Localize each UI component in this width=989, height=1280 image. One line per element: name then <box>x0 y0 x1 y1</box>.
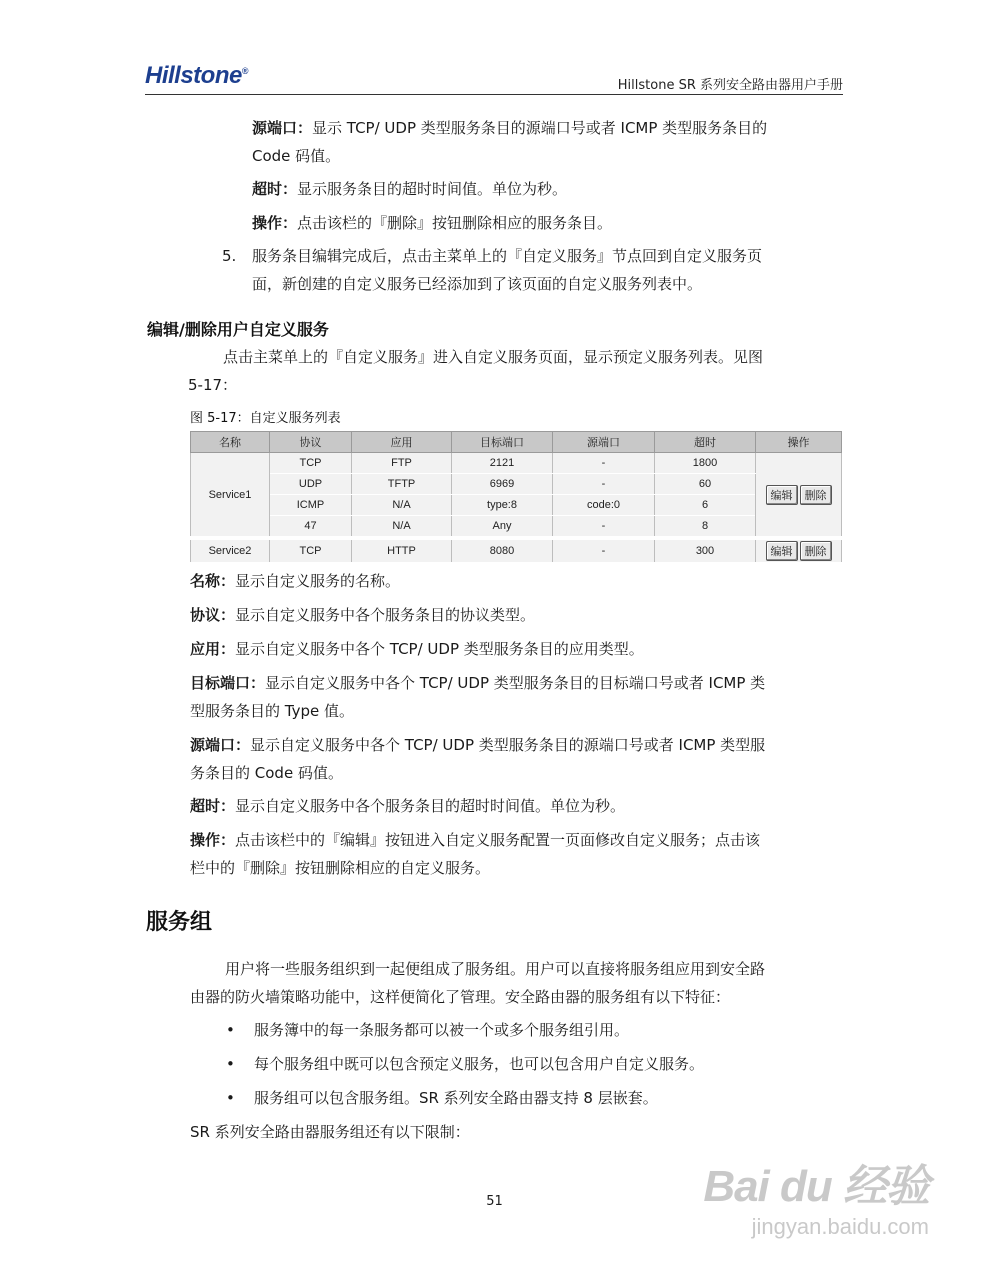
table-row <box>191 453 842 474</box>
cell-src-port: code:0 <box>553 495 655 516</box>
cell-dst-port: 8080 <box>452 538 553 563</box>
baidu-watermark: Bai du 经验 jingyan.baidu.com <box>703 1162 929 1239</box>
bullet-icon: • <box>226 1089 235 1107</box>
cell-protocol: ICMP <box>270 495 352 516</box>
operation-cell <box>756 538 842 563</box>
col-header-operation: 操作 <box>756 432 842 453</box>
delete-button[interactable]: 删除 <box>800 541 832 561</box>
edit-button[interactable]: 编辑 <box>766 485 798 505</box>
service-group-intro: 用户将一些服务组织到一起便组成了服务组。用户可以直接将服务组应用到安全路 由器的防火墙策略功能中，这样便简化了管理。安全路由器的服务组有以下特征： <box>190 960 766 1006</box>
col-header-protocol: 协议 <box>270 432 352 453</box>
limit-line: SR 系列安全路由器服务组还有以下限制： <box>190 1123 470 1141</box>
cell-dst-port: Any <box>452 516 553 539</box>
section-heading-service-group: 服务组 <box>146 910 213 935</box>
desc-application: 应用：显示自定义服务中各个 TCP/ UDP 类型服务条目的应用类型。 <box>190 640 644 658</box>
list-item: • 服务组可以包含服务组。SR 系列安全路由器支持 8 层嵌套。 <box>226 1089 658 1107</box>
bullet-icon: • <box>226 1055 235 1073</box>
hillstone-logo: Hillstone® <box>145 62 248 89</box>
desc-dst-port: 目标端口：显示自定义服务中各个 TCP/ UDP 类型服务条目的目标端口号或者 ICMP 类 型服务条目的 Type 值。 <box>190 674 766 720</box>
cell-timeout: 60 <box>655 474 756 495</box>
cell-timeout: 1800 <box>655 453 756 474</box>
operation-cell <box>756 453 842 539</box>
table-header-row <box>191 432 842 453</box>
cell-src-port: - <box>553 474 655 495</box>
figure-caption: 图 5-17：自定义服务列表 <box>190 411 341 426</box>
cell-dst-port: type:8 <box>452 495 553 516</box>
desc-operation: 操作：点击该栏中的『编辑』按钮进入自定义服务配置一页面修改自定义服务；点击该 栏中的『删除』按钮删除相应的自定义服务。 <box>190 831 761 877</box>
cell-timeout: 8 <box>655 516 756 539</box>
step-5-text: 服务条目编辑完成后，点击主菜单上的『自定义服务』节点回到自定义服务页 面，新创建的自定义服务已经添加到了该页面的自定义服务列表中。 <box>252 247 763 293</box>
cell-src-port: - <box>553 453 655 474</box>
cell-application: TFTP <box>352 474 452 495</box>
cell-application: N/A <box>352 516 452 539</box>
operation-item: 操作：点击该栏的『删除』按钮删除相应的服务条目。 <box>252 214 613 232</box>
cell-protocol: 47 <box>270 516 352 539</box>
table-row <box>191 538 842 563</box>
section-intro: 点击主菜单上的『自定义服务』进入自定义服务页面，显示预定义服务列表。见图 5-17： <box>188 348 764 394</box>
cell-application: FTP <box>352 453 452 474</box>
list-item: • 服务簿中的每一条服务都可以被一个或多个服务组引用。 <box>226 1021 629 1039</box>
cell-protocol: UDP <box>270 474 352 495</box>
col-header-timeout: 超时 <box>655 432 756 453</box>
header-title: Hillstone SR 系列安全路由器用户手册 <box>617 78 843 93</box>
col-header-src-port: 源端口 <box>553 432 655 453</box>
col-header-dst-port: 目标端口 <box>452 432 553 453</box>
list-item: • 每个服务组中既可以包含预定义服务，也可以包含用户自定义服务。 <box>226 1055 704 1073</box>
desc-timeout: 超时：显示自定义服务中各个服务条目的超时时间值。单位为秒。 <box>190 797 626 815</box>
cell-protocol: TCP <box>270 538 352 563</box>
edit-button[interactable]: 编辑 <box>766 541 798 561</box>
custom-service-table <box>190 431 842 563</box>
cell-application: N/A <box>352 495 452 516</box>
table-row <box>191 474 842 495</box>
desc-name: 名称：显示自定义服务的名称。 <box>190 572 401 590</box>
service-name-cell: Service1 <box>191 453 270 539</box>
desc-src-port: 源端口：显示自定义服务中各个 TCP/ UDP 类型服务条目的源端口号或者 ICMP 类型服 务条目的 Code 码值。 <box>190 736 766 782</box>
col-header-name: 名称 <box>191 432 270 453</box>
cell-timeout: 300 <box>655 538 756 563</box>
cell-src-port: - <box>553 538 655 563</box>
table-row <box>191 516 842 539</box>
cell-protocol: TCP <box>270 453 352 474</box>
cell-dst-port: 2121 <box>452 453 553 474</box>
cell-dst-port: 6969 <box>452 474 553 495</box>
header-divider <box>145 94 843 95</box>
col-header-application: 应用 <box>352 432 452 453</box>
delete-button[interactable]: 删除 <box>800 485 832 505</box>
step-number: 5. <box>222 247 237 265</box>
table-row <box>191 495 842 516</box>
timeout-item: 超时：显示服务条目的超时时间值。单位为秒。 <box>252 180 568 198</box>
desc-protocol: 协议：显示自定义服务中各个服务条目的协议类型。 <box>190 606 536 624</box>
section-heading-edit-delete: 编辑/删除用户自定义服务 <box>147 320 329 339</box>
source-port-item: 源端口：显示 TCP/ UDP 类型服务条目的源端口号或者 ICMP 类型服务条目的 Code 码值。 <box>252 119 768 165</box>
cell-src-port: - <box>553 516 655 539</box>
page-number: 51 <box>486 1194 503 1209</box>
service-name-cell: Service2 <box>191 538 270 563</box>
cell-application: HTTP <box>352 538 452 563</box>
bullet-icon: • <box>226 1021 235 1039</box>
cell-timeout: 6 <box>655 495 756 516</box>
